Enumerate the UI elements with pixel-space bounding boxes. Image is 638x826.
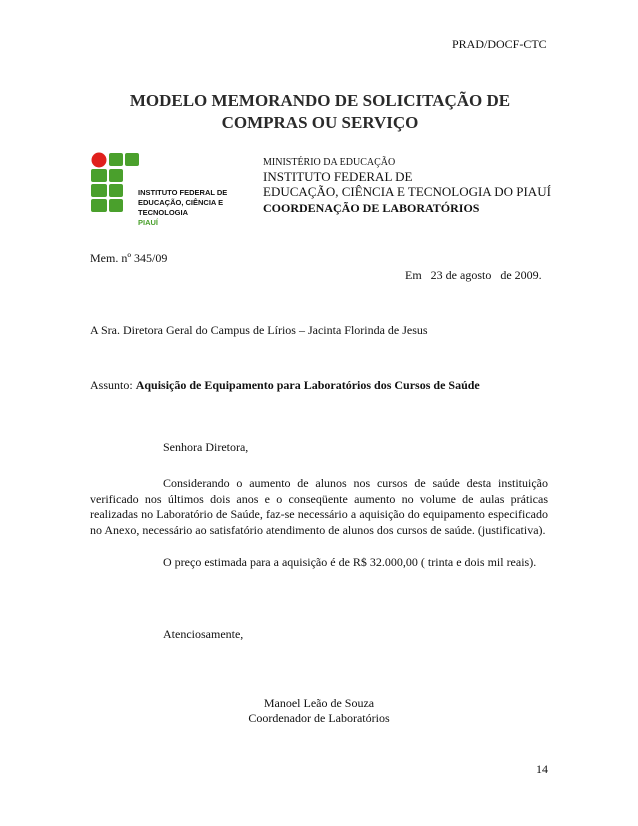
institution-name-line-1: INSTITUTO FEDERAL DE	[263, 169, 413, 184]
logo-text-line-1: INSTITUTO FEDERAL DE	[138, 188, 228, 197]
memo-greeting: Senhora Diretora,	[163, 440, 249, 454]
memo-subject	[90, 378, 480, 394]
department-name: COORDENAÇÃO DE LABORATÓRIOS	[263, 201, 480, 215]
memo-number: Mem. nº 345/09	[90, 251, 168, 265]
title-line-1: MODELO MEMORANDO DE SOLICITAÇÃO DE	[129, 91, 511, 110]
institution-name-line-2: EDUCAÇÃO, CIÊNCIA E TECNOLOGIA DO PIAUÍ	[263, 184, 551, 199]
logo-text	[138, 188, 250, 228]
signer-role: Coordenador de Laboratórios	[248, 711, 390, 725]
memo-body-paragraph: Considerando o aumento de alunos nos cursos de saúde desta instituição verificado nos últimos dois anos e o conseqüente aumento no volume de aulas práticas realizadas no Laboratório de Saúde, faz-se necessário a aquisição do equipamento especificado no Anexo, necessário ao satisfatório atendimento de alunos dos cursos de saúde. (justificativa).	[90, 476, 548, 537]
document-title	[90, 90, 550, 134]
document-code: PRAD/DOCF-CTC	[452, 37, 547, 51]
page-number: 14	[536, 762, 548, 776]
title-line-2: COMPRAS OU SERVIÇO	[221, 113, 419, 132]
institution-logo	[90, 152, 250, 227]
memo-price-paragraph: O preço estimada para a aquisição é de R$ 32.000,00 ( trinta e dois mil reais).	[163, 555, 537, 569]
ministry-name: MINISTÉRIO DA EDUCAÇÃO	[263, 157, 396, 168]
logo-text-line-2: EDUCAÇÃO, CIÊNCIA E TECNOLOGIA	[138, 198, 224, 217]
memo-date: Em 23 de agosto de 2009.	[405, 268, 542, 282]
logo-text-line-3: PIAUÍ	[138, 218, 159, 227]
signer-name: Manoel Leão de Souza	[263, 696, 375, 710]
memo-closing: Atenciosamente,	[163, 627, 244, 641]
memo-recipient: A Sra. Diretora Geral do Campus de Lírios – Jacinta Florinda de Jesus	[90, 323, 428, 337]
subject-text: Aquisição de Equipamento para Laboratórios dos Cursos de Saúde	[135, 378, 480, 392]
institution-header	[263, 157, 563, 216]
subject-label: Assunto:	[90, 378, 136, 392]
